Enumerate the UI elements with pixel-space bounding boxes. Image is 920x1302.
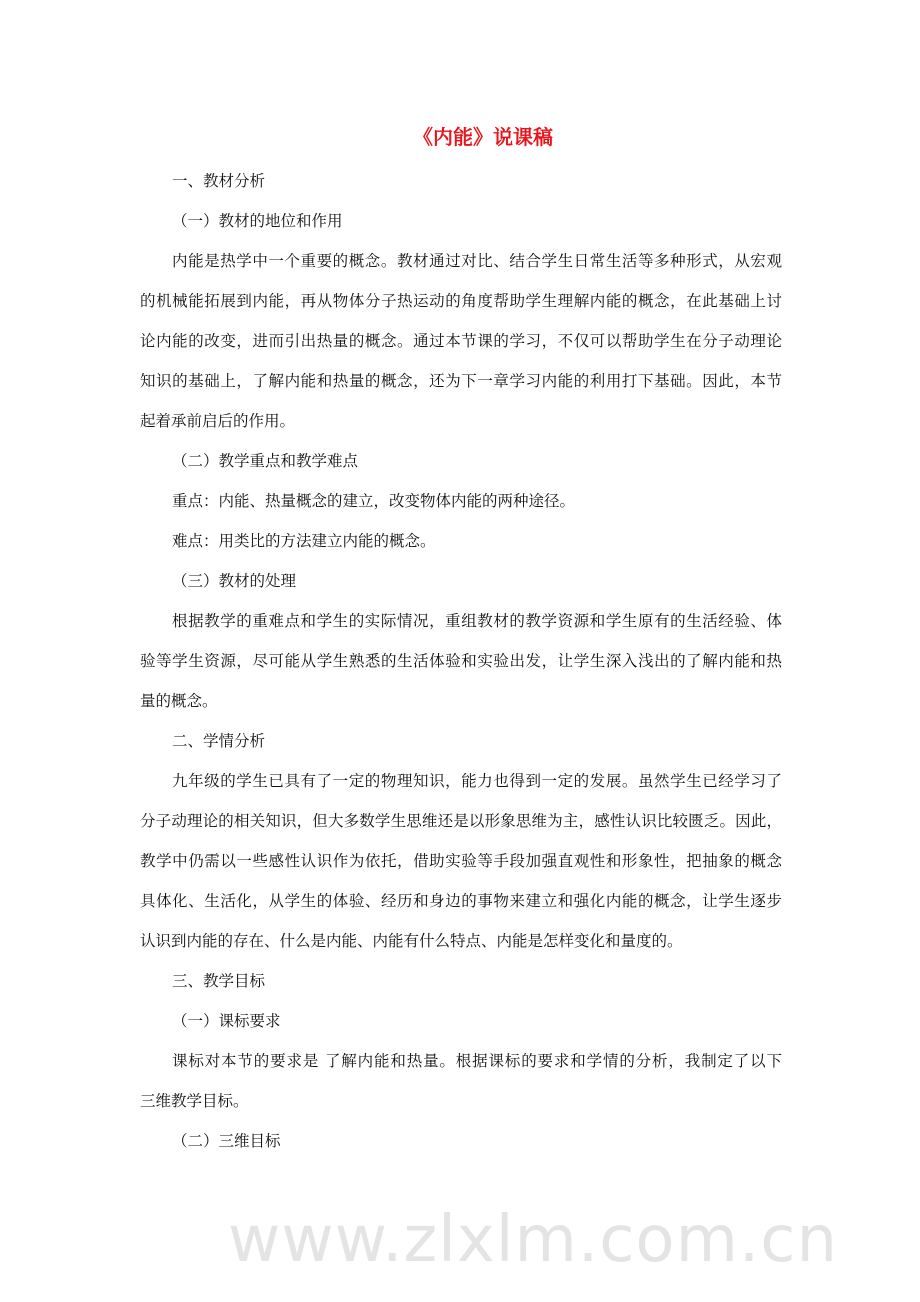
paragraph [140,481,782,521]
text-line: 内能是热学中一个重要的概念。教材通过对比、结合学生日常生活等多种形式，从宏观 [172,252,782,270]
watermark: www.zlxlm.com.cn [228,1203,838,1277]
paragraph [140,241,782,441]
section-heading [140,721,782,761]
text-line: 九年级的学生已具有了一定的物理知识，能力也得到一定的发展。虽然学生已经学习了 [172,772,782,790]
text-line: （三）教材的处理 [172,572,297,590]
text-line: 重点：内能、热量概念的建立，改变物体内能的两种途径。 [172,492,576,510]
document-body [140,161,782,1161]
text-line: 起着承前启后的作用。 [140,412,296,430]
text-line: 论内能的改变，进而引出热量的概念。通过本节课的学习，不仅可以帮助学生在分子动理论 [140,332,782,350]
text-line: 难点：用类比的方法建立内能的概念。 [172,532,436,550]
text-line: 一、教材分析 [172,172,266,190]
text-line: 三、教学目标 [172,972,266,990]
text-line: 具体化、生活化，从学生的体验、经历和身边的事物来建立和强化内能的概念，让学生逐步 [140,892,782,910]
text-line: 教学中仍需以一些感性认识作为依托，借助实验等手段加强直观性和形象性，把抽象的概念 [140,852,782,870]
document-title: 《内能》说课稿 [413,125,553,149]
section-heading [140,1121,782,1161]
text-line: 认识到内能的存在、什么是内能、内能有什么特点、内能是怎样变化和量度的。 [140,932,683,950]
text-line: （一）教材的地位和作用 [172,212,343,230]
section-heading [140,1001,782,1041]
text-line: 课标对本节的要求是 了解内能和热量。根据课标的要求和学情的分析，我制定了以下 [172,1052,782,1070]
section-heading [140,201,782,241]
text-line: 分子动理论的相关知识，但大多数学生思维还是以形象思维为主，感性认识比较匮乏。因此， [140,812,782,830]
paragraph [140,761,782,961]
text-line: 验等学生资源，尽可能从学生熟悉的生活体验和实验出发，让学生深入浅出的了解内能和热 [140,652,782,670]
text-line: 量的概念。 [140,692,218,710]
text-line: 二、学情分析 [172,732,266,750]
text-line: 三维教学目标。 [140,1092,249,1110]
section-heading [140,161,782,201]
text-line: （一）课标要求 [172,1012,281,1030]
section-heading [140,441,782,481]
text-line: 知识的基础上，了解内能和热量的概念，还为下一章学习内能的利用打下基础。因此，本节 [140,372,782,390]
paragraph [140,521,782,561]
text-line: （二）三维目标 [172,1132,281,1150]
text-line: （二）教学重点和教学难点 [172,452,359,470]
section-heading [140,961,782,1001]
paragraph [140,1041,782,1121]
text-line: 根据教学的重难点和学生的实际情况，重组教材的教学资源和学生原有的生活经验、体 [172,612,782,630]
paragraph [140,601,782,721]
section-heading [140,561,782,601]
text-line: 的机械能拓展到内能，再从物体分子热运动的角度帮助学生理解内能的概念，在此基础上讨 [140,292,782,310]
